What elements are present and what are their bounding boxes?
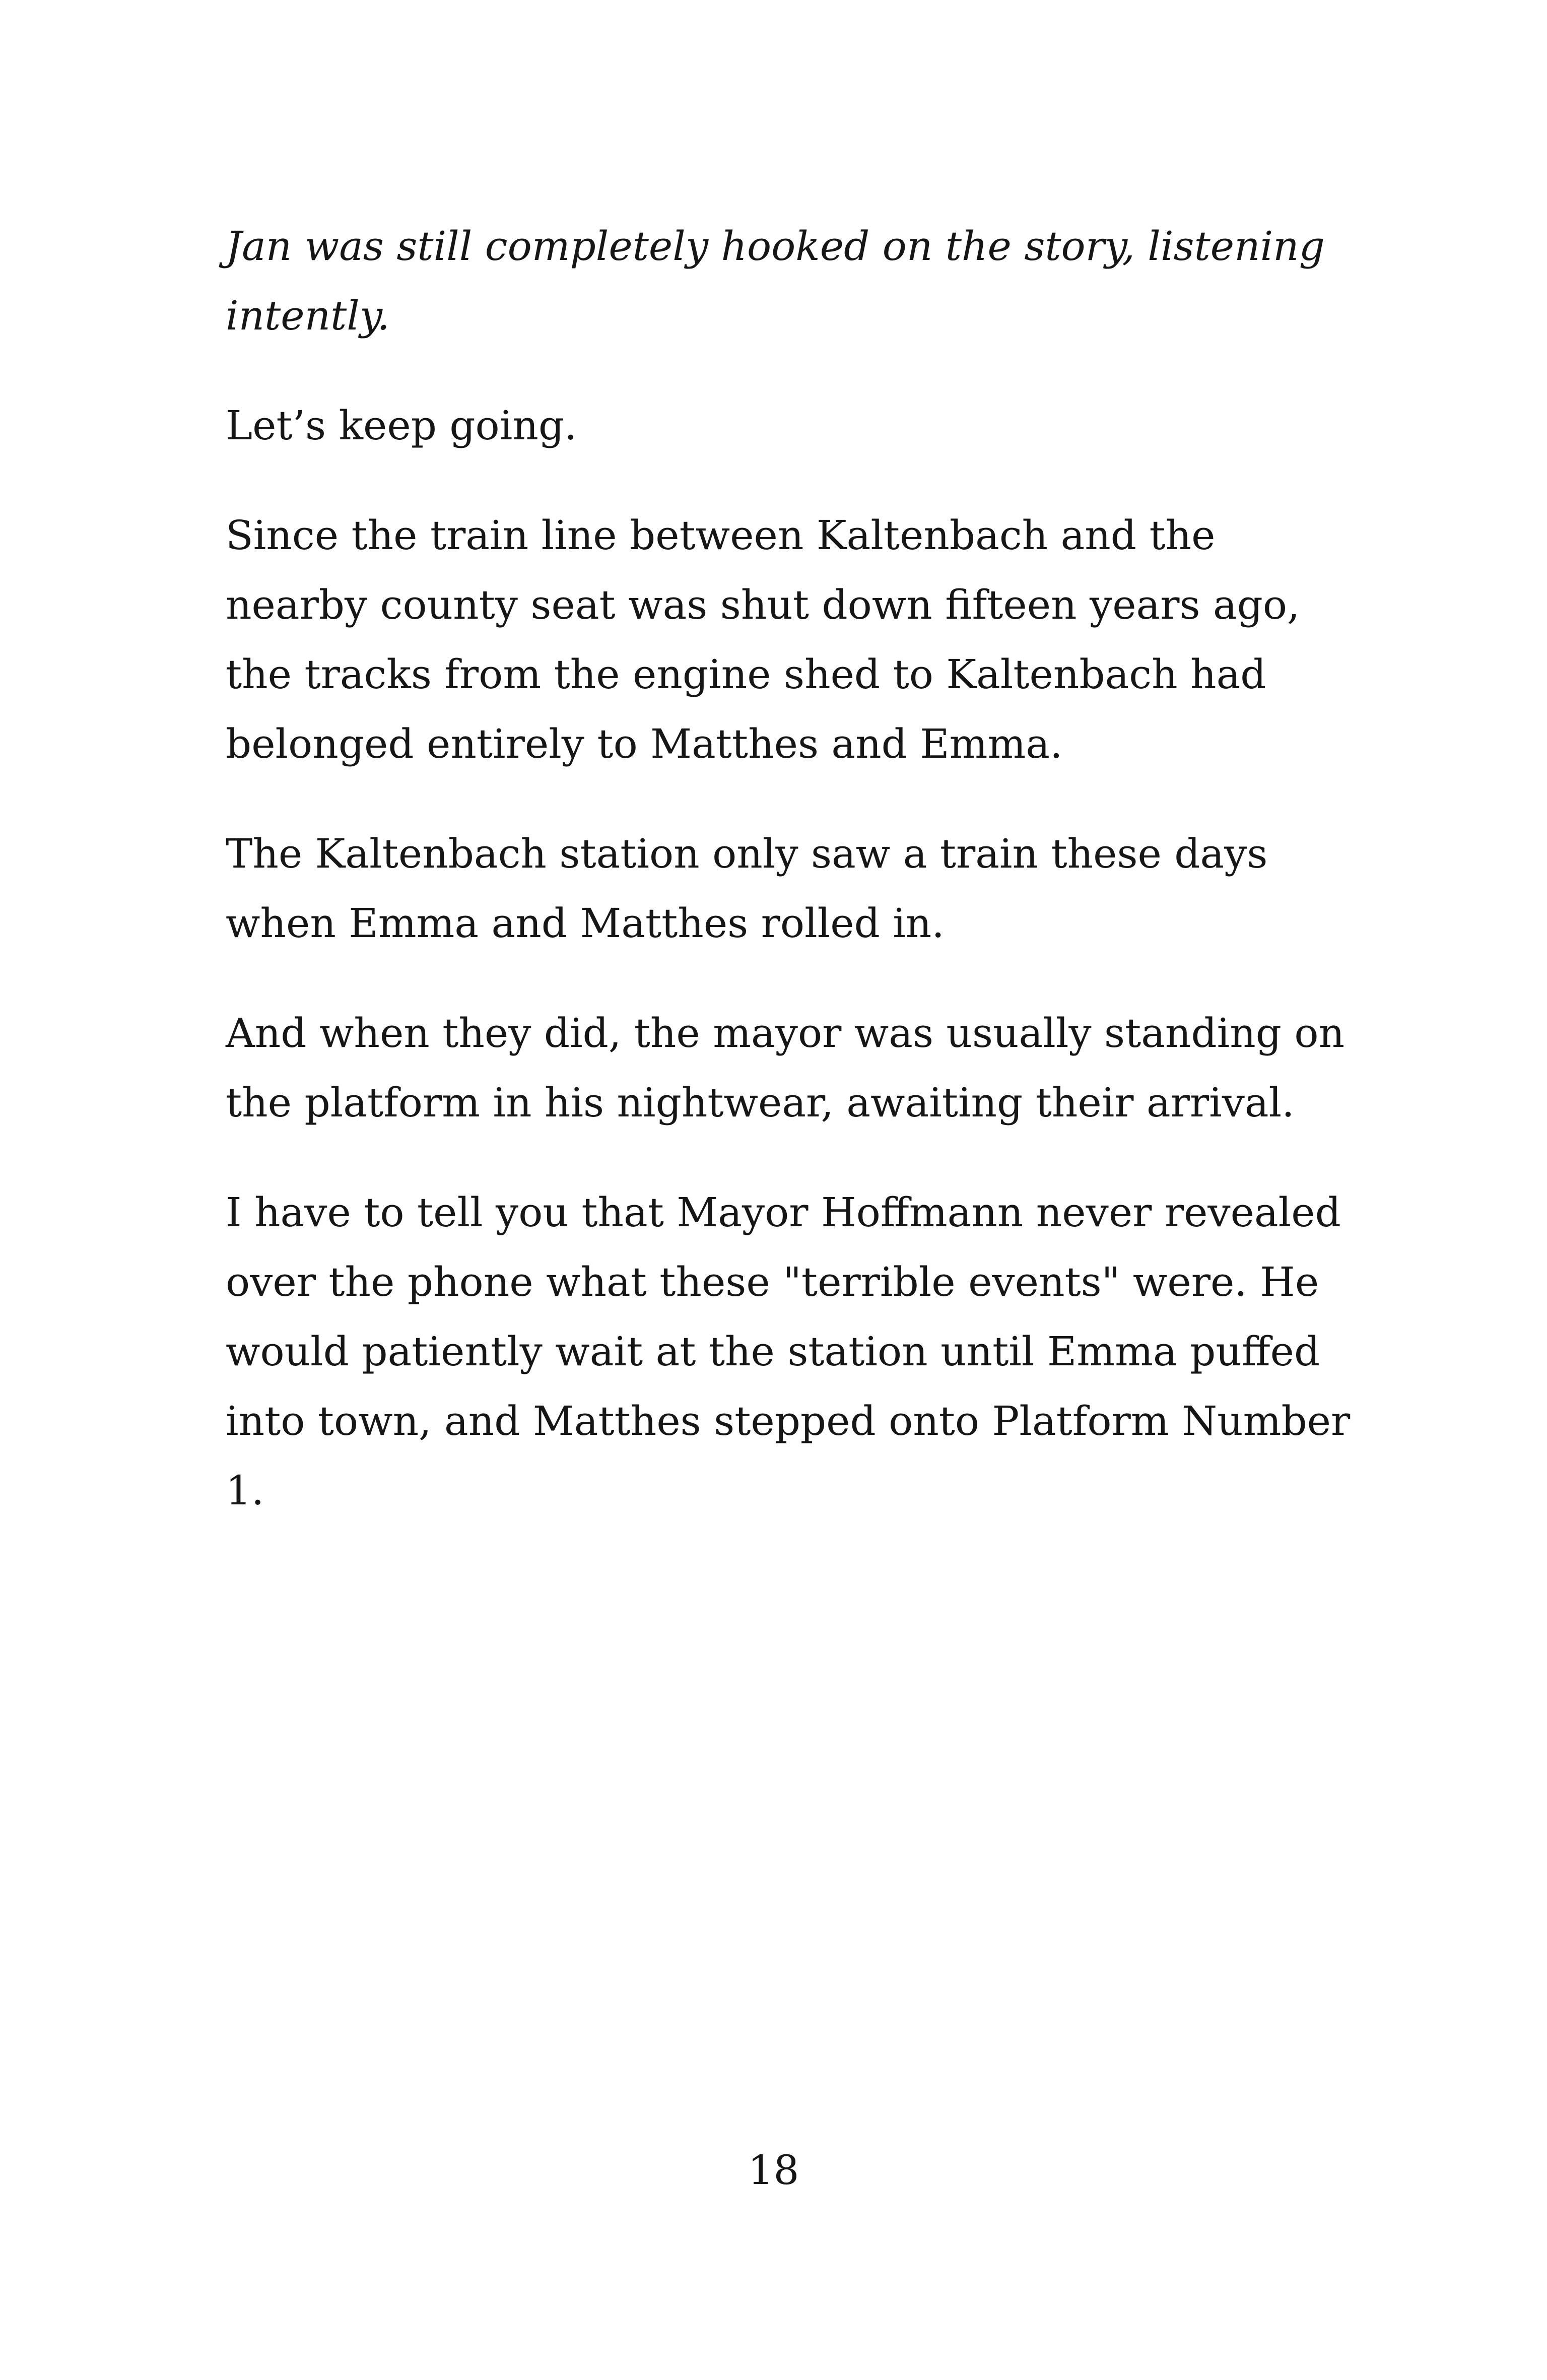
- body-text: [226, 212, 1354, 1566]
- paragraph: The Kaltenbach station only saw a train these days when Emma and Matthes rolled in.: [226, 830, 1268, 947]
- paragraph: Since the train line between Kaltenbach and the nearby county seat was shut down fifteen years ago, the tracks from the engine shed to Kaltenbach had belonged entirely to Matthes and Emma.: [226, 512, 1300, 767]
- paragraph: Let’s keep going.: [226, 402, 577, 449]
- paragraph-italic-intro: Jan was still completely hooked on the story, listening intently.: [226, 223, 1325, 339]
- page-number: 18: [748, 2147, 799, 2194]
- paragraph: I have to tell you that Mayor Hoffmann never revealed over the phone what these "terrible events" were. He would patiently wait at the station until Emma puffed into town, and Matthes stepped onto Platform Number 1.: [226, 1189, 1351, 1514]
- paragraph: And when they did, the mayor was usually standing on the platform in his nightwear, awaiting their arrival.: [226, 1010, 1345, 1126]
